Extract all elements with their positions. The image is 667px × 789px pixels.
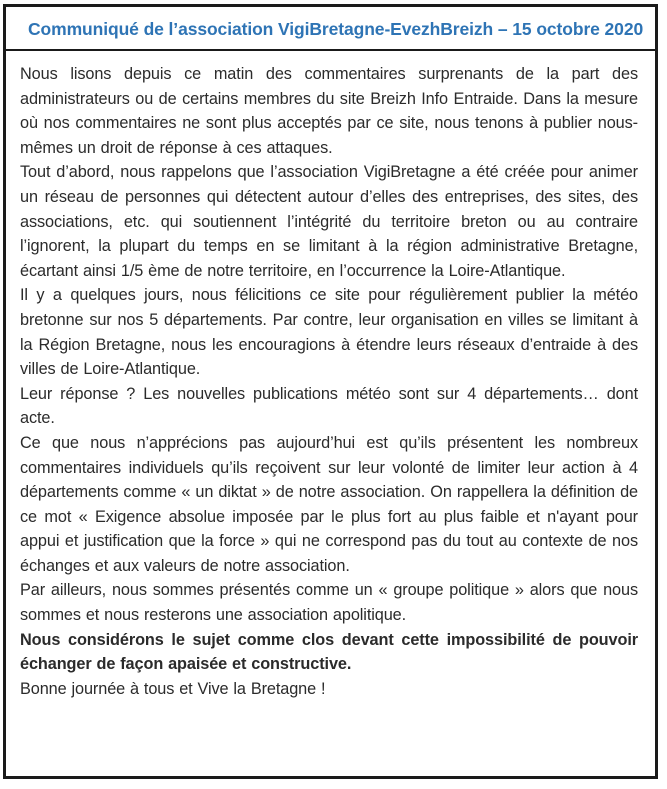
- body-paragraph: Ce que nous n’apprécions pas aujourd’hui est qu’ils présentent les nombreux commentaires individuels qu’ils reçoivent sur leur volonté de limiter leur action à 4 départements comme « un diktat » de notre association. On rappellera la définition de ce mot « Exigence absolue imposée par le plus fort au plus faible et n'ayant pour appui et justification que la force » qui ne correspond pas du tout au contexte de nos échanges et aux valeurs de notre association.: [20, 433, 638, 575]
- body-paragraph: Tout d’abord, nous rappelons que l’association VigiBretagne a été créée pour animer un réseau de personnes qui détectent autour d’elles des entreprises, des sites, des associations, etc. qui soutiennent l’intégrité du territoire breton ou au contraire l’ignorent, la plupart du temps en se limitant à la région administrative Bretagne, écartant ainsi 1/5 ème de notre territoire, en l’occurrence la Loire-Atlantique.: [20, 163, 638, 280]
- body-paragraph: Par ailleurs, nous sommes présentés comme un « groupe politique » alors que nous sommes et nous resterons une association apolitique.: [20, 581, 638, 625]
- body-paragraph: Bonne journée à tous et Vive la Bretagne !: [20, 679, 326, 698]
- body-paragraph: Leur réponse ? Les nouvelles publications météo sont sur 4 départements… dont acte.: [20, 384, 638, 428]
- body-paragraph: Il y a quelques jours, nous félicitions ce site pour régulièrement publier la météo bretonne sur nos 5 départements. Par contre, leur organisation en villes se limitant à la Région Bretagne, nous les encouragions à étendre leurs réseaux d’entraide à des villes de Loire-Atlantique.: [20, 286, 638, 379]
- body-paragraph: Nous lisons depuis ce matin des commentaires surprenants de la part des administrateurs ou de certains membres du site Breizh Info Entraide. Dans la mesure où nos commentaires ne sont plus acceptés par ce site, nous tenons à publier nous-mêmes un droit de réponse à ces attaques.: [20, 65, 638, 157]
- communique-document: [3, 4, 658, 779]
- document-header: [6, 7, 655, 51]
- body-paragraph: Nous considérons le sujet comme clos devant cette impossibilité de pouvoir échanger de façon apaisée et constructive.: [20, 630, 638, 674]
- document-body: [6, 51, 655, 701]
- document-title: Communiqué de l’association VigiBretagne-EvezhBreizh – 15 octobre 2020: [28, 19, 644, 39]
